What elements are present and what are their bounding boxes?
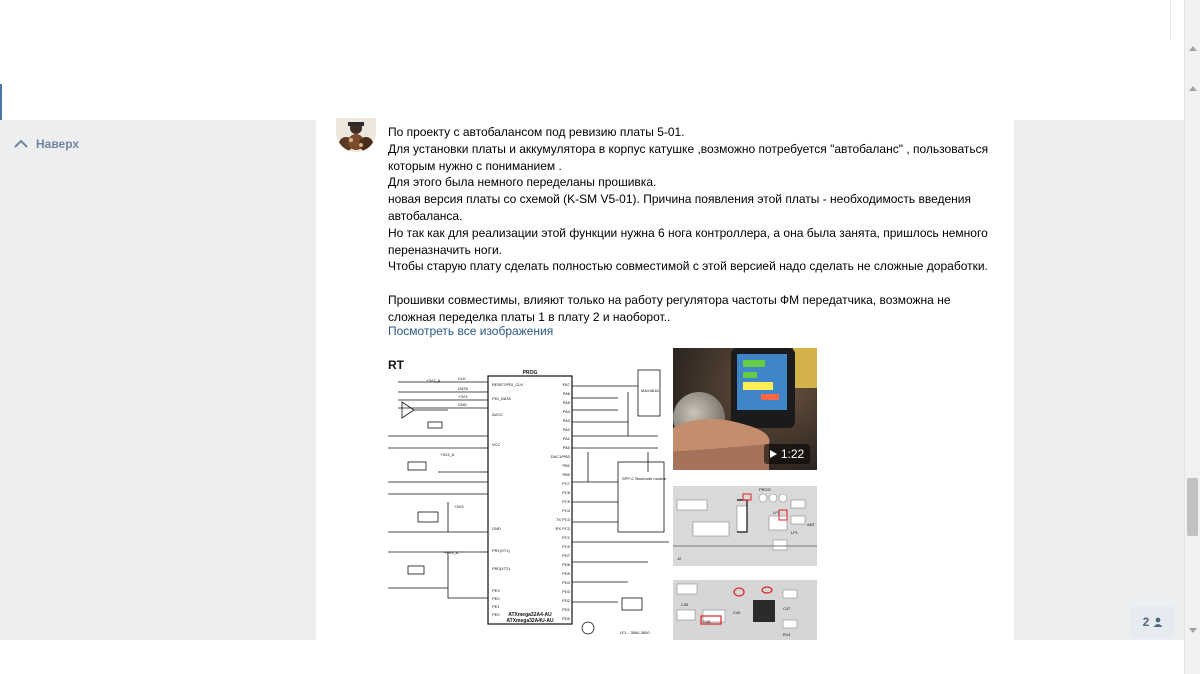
chip-pin-label: PA6 (562, 391, 570, 396)
schematic-image[interactable] (388, 352, 669, 640)
person-icon (1153, 617, 1163, 627)
chip-pin-label: PD4 (562, 580, 570, 585)
chip-pin-label: RESET/PDI_CLK (492, 382, 524, 387)
chip-pin-label: PB0 (562, 472, 570, 477)
svg-text:LF1: LF1 (773, 510, 780, 515)
chip-pin-label: PA0 (562, 445, 570, 450)
svg-text:R14: R14 (783, 632, 791, 637)
chip-pin-label: PR1(XT1) (492, 548, 510, 553)
post-line: Для этого была немного переделаны прошивка. (388, 175, 657, 190)
bottom-bar (0, 640, 1184, 674)
svg-text:MAX4618: MAX4618 (641, 388, 659, 393)
svg-text:+3V3: +3V3 (454, 504, 464, 509)
chip-pin-label: DAC1/PB3 (550, 454, 570, 459)
top-divider (1170, 0, 1171, 40)
back-to-top-label: Наверх (36, 137, 80, 151)
svg-text:CLK: CLK (458, 376, 466, 381)
chip-pin-label: PE2 (492, 596, 500, 601)
chip-pin-label: PE0 (492, 612, 500, 617)
chip-pin-label: PC4 (562, 508, 570, 513)
chip-pin-label: PC6 (562, 490, 570, 495)
chip-pin-label: PA1 (562, 436, 570, 441)
chip-pin-label: TX PC3 (555, 517, 570, 522)
svg-text:+3V3_A: +3V3_A (440, 452, 455, 457)
chip-pin-label: PC1 (562, 535, 570, 540)
scroll-down-arrow[interactable] (1189, 628, 1197, 633)
page-scrollbar[interactable] (1184, 0, 1200, 674)
online-count: 2 (1142, 615, 1150, 629)
svg-text:GND: GND (458, 402, 467, 407)
svg-text:LF1: LF1 (791, 530, 798, 535)
chevron-up-icon (14, 139, 28, 149)
svg-text:J2: J2 (677, 556, 682, 561)
video-duration-badge (764, 444, 810, 464)
video-duration: 1:22 (780, 447, 805, 461)
chip-pin-label: GND (492, 526, 501, 531)
chip-pin-label: AVCC (492, 412, 503, 417)
post-line: Для установки платы и аккумулятора в корпус катушке ,возможно потребуется "автобаланс" , пользоваться которым нужно с пониманием . (388, 141, 989, 173)
chip-pin-label: PA7 (562, 382, 570, 387)
pcb-photo-1[interactable] (673, 486, 817, 566)
top-bar (0, 0, 1184, 120)
svg-text:ANT: ANT (807, 522, 815, 527)
chip-pin-label: PR0(XT2) (492, 566, 510, 571)
see-all-images-link[interactable]: Посмотреть все изображения (388, 324, 554, 338)
left-edge-accent (0, 84, 2, 120)
chip-pin-label: PC7 (562, 481, 570, 486)
back-to-top-button[interactable] (14, 134, 79, 154)
schematic-footer: LF1 - 3560-3800 (620, 630, 650, 635)
chip-pin-label: PE3 (492, 588, 500, 593)
chip-pin-label: PA4 (562, 409, 570, 414)
post-text (388, 124, 998, 326)
svg-text:PROG: PROG (759, 487, 771, 492)
play-icon (770, 450, 777, 458)
scroll-up-arrow-secondary[interactable] (1189, 46, 1197, 51)
chip-pin-label: PD5 (562, 571, 570, 576)
svg-text:DATA: DATA (458, 386, 469, 391)
svg-text:C49: C49 (733, 610, 741, 615)
schematic-corner-label: RT (388, 358, 404, 372)
scrollbar-thumb[interactable] (1187, 478, 1198, 536)
svg-text:C47: C47 (783, 606, 791, 611)
chip-pin-label: PD7 (562, 553, 570, 558)
chip-name-2: ATXmega32A4U-AU (506, 618, 554, 624)
chip-pin-label: PE1 (492, 604, 500, 609)
chip-pin-label: PD2 (562, 598, 570, 603)
chip-pin-label: PB1 (562, 463, 570, 468)
chip-pin-label: RX PC2 (555, 526, 570, 531)
svg-text:C48: C48 (703, 619, 711, 624)
chip-pin-label: PD3 (562, 589, 570, 594)
svg-text:C35: C35 (681, 602, 689, 607)
prog-label: PROG (522, 370, 538, 376)
svg-text:+3V3_A: +3V3_A (426, 378, 441, 383)
scroll-up-arrow[interactable] (1189, 86, 1197, 91)
post-line: Но так как для реализации этой функции нужна 6 нога контроллера, а она была занята, пришлось немного переназначить ноги. (388, 225, 988, 257)
pcb-photo-2[interactable] (673, 580, 817, 640)
chip-pin-label: PD1 (562, 607, 570, 612)
svg-text:+3V3_A: +3V3_A (444, 550, 459, 555)
svg-text:+3V3: +3V3 (458, 394, 468, 399)
post-line: По проекту с автобалансом под ревизию платы 5-01. (388, 125, 685, 139)
post-line: Прошивки совместимы, влияют только на работу регулятора частоты ФМ передатчика, возможна не сложная переделка платы 1 в плату 2 и наоборот.. (388, 292, 951, 324)
chip-pin-label: PD6 (562, 562, 570, 567)
module-label: SPP-C Bluetooth module (622, 476, 667, 481)
chip-pin-label: PDI_DATA (492, 396, 511, 401)
chip-name-1: ATXmega32A4-AU (508, 612, 552, 618)
post-line: Чтобы старую плату сделать полностью совместимой с этой версией надо сделать не сложные доработки. (388, 259, 988, 274)
post-line (388, 275, 998, 292)
chip-pin-label: PA2 (562, 427, 570, 432)
chip-pin-label: PC0 (562, 544, 570, 549)
post-line: новая версия платы со схемой (K-SM V5-01). Причина появления этой платы - необходимость введения автобаланса. (388, 192, 971, 223)
chip-pin-label: PD0 (562, 616, 570, 621)
chip-pin-label: PC5 (562, 499, 570, 504)
chip-pin-label: PA3 (562, 418, 570, 423)
online-count-button[interactable] (1131, 606, 1175, 638)
chip-pin-label: VCC (492, 442, 501, 447)
chip-pin-label: PA5 (562, 400, 570, 405)
